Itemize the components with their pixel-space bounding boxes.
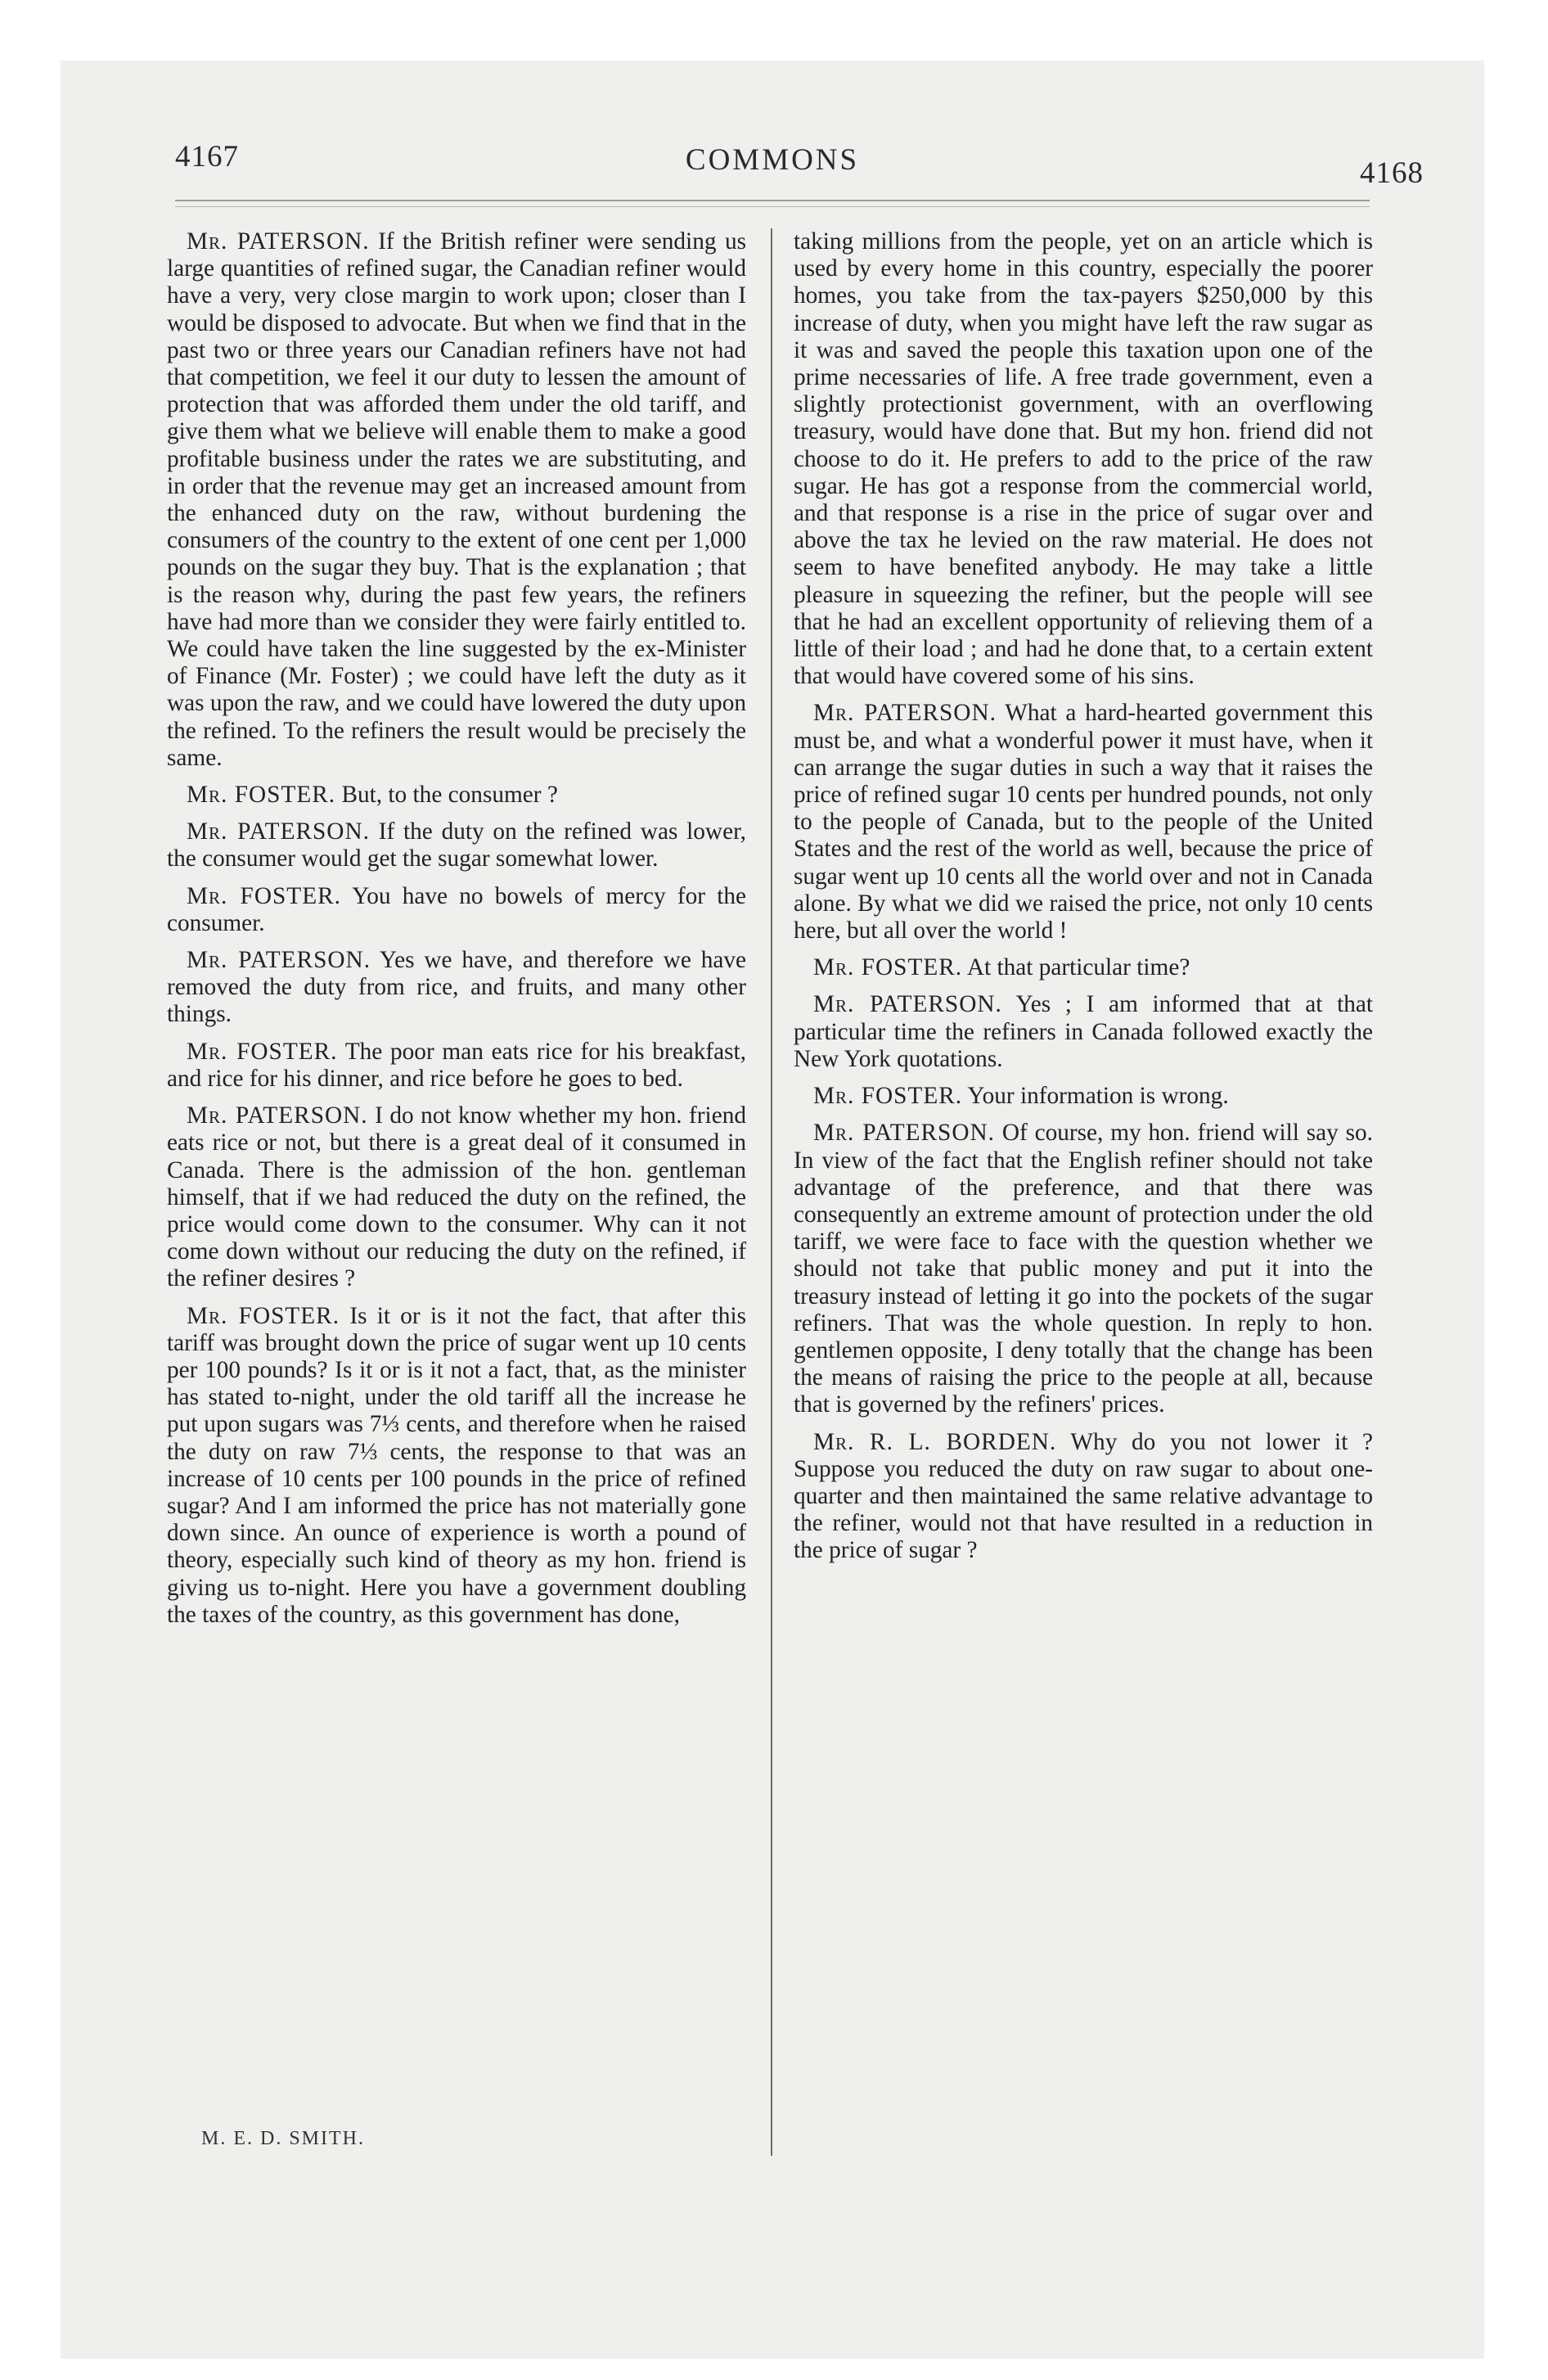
paragraph (167, 1102, 746, 1292)
paragraph (167, 1039, 746, 1093)
paragraph-text: But, to the consumer ? (341, 782, 558, 809)
paragraph (794, 1120, 1373, 1418)
header-rule-thin (175, 206, 1370, 207)
header-title: COMMONS (685, 143, 860, 177)
left-column (167, 228, 746, 1639)
right-column (794, 228, 1373, 1575)
paragraph-text: Yes we have, and therefore we have removed the duty from rice, and fruits, and many other things. (167, 947, 747, 1028)
paragraph-text: I do not know whether my hon. friend eats rice or not, but there is a great deal of it consumed in Canada. There is the admission of the hon. gentleman himself, that if we had reduced the duty on the refined, the price would come down to the consumer. Why can it not come down without our reducing the duty on the refined, if the refiner desires ? (167, 1102, 746, 1292)
paragraph-text: taking millions from the people, yet on an article which is used by every home in this country, especially the poorer homes, you take from the tax-payers $250,000 by this increase of duty, when you might have left the raw sugar as it was and saved the people this taxation upon one of the prime necessaries of life. A free trade government, even a slightly protectionist government, with an overflowing treasury, would have done that. But my hon. friend did not choose to do it. He prefers to add to the price of the raw sugar. He has got a response from the commercial world, and that response is a rise in the price of sugar over and above the tax he levied on the raw material. He does not seem to have benefited anybody. He may take a little pleasure in squeezing the refiner, but the people will see that he had an excellent opportunity of relieving them of a little of their load ; and had he done that, to a certain extent that would have covered some of his sins. (794, 228, 1373, 690)
paragraph (794, 1083, 1373, 1110)
page-number-left: 4167 (175, 140, 239, 174)
speaker-name: Mr. FOSTER. (813, 1083, 963, 1110)
paragraph-text: Why do you not lower it ? Suppose you reduced the duty on raw sugar to about one-quarter and then maintained the same relative advantage to the refiner, would not that have resulted in a reduction in the price of sugar ? (794, 1428, 1374, 1564)
speaker-name: Mr. PATERSON. (187, 947, 371, 974)
footer-signature: M. E. D. SMITH. (201, 2128, 366, 2149)
paragraph-text: Your information is wrong. (967, 1083, 1229, 1110)
speaker-name: Mr. PATERSON. (813, 1120, 995, 1147)
paragraph (794, 1429, 1373, 1565)
paragraph-text: Is it or is it not the fact, that after this tariff was brought down the price of sugar went up 10 cents per 100 pounds? Is it or is it not a fact, that, as the minister has stated to-night, under the old tariff all the increase he put upon sugars was 7⅓ cents, and therefore when he raised the duty on raw 7⅓ cents, the response to that was an increase of 10 cents per 100 pounds in the price of refined sugar? And I am informed the price has not materially gone down since. An ounce of experience is worth a pound of theory, especially such kind of theory as my hon. friend is giving us to-night. Here you have a government doubling the taxes of the country, as this government has done, (167, 1302, 746, 1628)
paragraph-text: If the duty on the refined was lower, the consumer would get the sugar somewhat lower. (167, 818, 746, 872)
speaker-name: Mr. FOSTER. (813, 954, 963, 981)
header-rule (175, 200, 1370, 201)
speaker-name: Mr. PATERSON. (813, 700, 997, 727)
speaker-name: Mr. PATERSON. (187, 1102, 368, 1129)
document-page (61, 61, 1484, 2359)
paragraph (167, 782, 746, 809)
speaker-name: Mr. PATERSON. (187, 228, 370, 255)
paragraph (794, 954, 1373, 981)
paragraph (167, 818, 746, 872)
paragraph-text: The poor man eats rice for his breakfast, and rice for his dinner, and rice before he goes to bed. (167, 1038, 746, 1092)
paragraph (167, 883, 746, 937)
page-number-right: 4168 (1360, 156, 1424, 190)
paragraph (794, 991, 1373, 1073)
speaker-name: Mr. FOSTER. (187, 1302, 340, 1329)
paragraph (794, 700, 1373, 944)
column-divider (771, 228, 772, 2156)
speaker-name: Mr. FOSTER. (187, 782, 336, 809)
paragraph (794, 228, 1373, 690)
paragraph-text: At that particular time? (966, 954, 1190, 981)
speaker-name: Mr. PATERSON. (813, 991, 1002, 1018)
paragraph (167, 1303, 746, 1629)
speaker-name: Mr. FOSTER. (187, 882, 341, 909)
paragraph-text: Yes ; I am informed that at that particular time the refiners in Canada followed exactly the New York quotations. (794, 991, 1373, 1072)
paragraph-text: What a hard-hearted government this must be, and what a wonderful power it must have, when it can arrange the sugar duties in such a way that it raises the price of refined sugar 10 cents per hundred pounds, not only to the people of Canada, but to the people of the United States and the rest of the world as well, because the price of sugar went up 10 cents all the world over and not in Canada alone. By what we did we raised the price, not only 10 cents here, but all over the world ! (794, 700, 1373, 944)
paragraph (167, 947, 746, 1029)
paragraph (167, 228, 746, 772)
speaker-name: Mr. PATERSON. (187, 818, 370, 845)
paragraph-text: You have no bowels of mercy for the consumer. (167, 882, 746, 936)
speaker-name: Mr. FOSTER. (187, 1038, 338, 1065)
paragraph-text: Of course, my hon. friend will say so. In view of the fact that the English refiner should not take advantage of the preference, and that there was consequently an extreme amount of protection under the old tariff, we were face to face with the question whether we should not take that public money and put it into the treasury instead of letting it go into the pockets of the sugar refiners. That was the whole question. In reply to hon. gentlemen opposite, I deny totally that the change has been the means of raising the price to the people at all, because that is governed by the refiners' prices. (794, 1120, 1374, 1418)
paragraph-text: If the British refiner were sending us large quantities of refined sugar, the Canadian refiner would have a very, very close margin to work upon; closer than I would be disposed to advocate. But when we find that in the past two or three years our Canadian refiners have not had that competition, we feel it our duty to lessen the amount of protection that was afforded them under the old tariff, and give them what we believe will enable them to make a good profitable business under the rates we are substituting, and in order that the revenue may get an increased amount from the enhanced duty on the raw, without burdening the consumers of the country to the extent of one cent per 1,000 pounds on the sugar they buy. That is the explanation ; that is the reason why, during the past few years, the refiners have had more than we consider they were fairly entitled to. We could have taken the line suggested by the ex-Minister of Finance (Mr. Foster) ; we could have left the duty as it was upon the raw, and we could have lowered the duty upon the refined. To the refiners the result would be precisely the same. (167, 228, 746, 771)
speaker-name: Mr. R. L. BORDEN. (813, 1428, 1057, 1455)
